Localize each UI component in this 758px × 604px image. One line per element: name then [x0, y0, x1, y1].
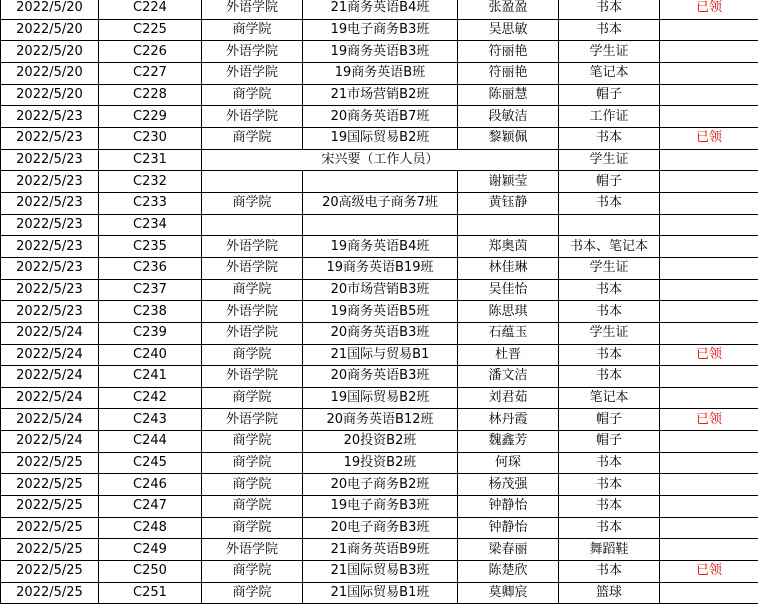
cell-class: 20电子商务B2班	[303, 474, 458, 496]
cell-item: 书本	[559, 19, 660, 41]
cell-college: 外语学院	[202, 409, 303, 431]
cell-name: 莫卿宸	[458, 582, 559, 604]
cell-status	[660, 474, 758, 496]
cell-item: 书本	[559, 561, 660, 583]
cell-status	[660, 236, 758, 258]
table-row	[1, 431, 758, 453]
cell-class: 20商务英语B12班	[303, 409, 458, 431]
table-row	[1, 106, 758, 128]
cell-code: C228	[99, 84, 202, 106]
cell-item: 笔记本	[559, 387, 660, 409]
table-row	[1, 279, 758, 301]
table-row	[1, 236, 758, 258]
cell-college: 外语学院	[202, 257, 303, 279]
cell-code: C229	[99, 106, 202, 128]
cell-college: 外语学院	[202, 41, 303, 63]
cell-college: 商学院	[202, 344, 303, 366]
cell-item: 书本	[559, 344, 660, 366]
cell-date: 2022/5/20	[1, 19, 99, 41]
cell-college: 商学院	[202, 517, 303, 539]
cell-date: 2022/5/23	[1, 301, 99, 323]
cell-code: C225	[99, 19, 202, 41]
cell-date: 2022/5/23	[1, 171, 99, 193]
cell-status	[660, 366, 758, 388]
cell-item: 书本	[559, 517, 660, 539]
cell-item: 帽子	[559, 84, 660, 106]
cell-class: 20商务英语B3班	[303, 366, 458, 388]
table-body	[1, 0, 758, 604]
cell-item: 书本	[559, 192, 660, 214]
cell-status	[660, 192, 758, 214]
cell-date: 2022/5/24	[1, 409, 99, 431]
cell-name: 符丽艳	[458, 62, 559, 84]
cell-class: 19国际贸易B2班	[303, 127, 458, 149]
cell-code: C241	[99, 366, 202, 388]
table-row	[1, 582, 758, 604]
cell-status: 已领	[660, 344, 758, 366]
cell-class: 21国际贸易B1班	[303, 582, 458, 604]
cell-college	[202, 171, 303, 193]
cell-item: 书本	[559, 301, 660, 323]
cell-item: 舞蹈鞋	[559, 539, 660, 561]
cell-code: C251	[99, 582, 202, 604]
cell-class: 21国际贸易B3班	[303, 561, 458, 583]
cell-date: 2022/5/24	[1, 387, 99, 409]
cell-code: C230	[99, 127, 202, 149]
cell-name: 郑奥茵	[458, 236, 559, 258]
cell-code: C224	[99, 0, 202, 19]
cell-name: 吴佳怡	[458, 279, 559, 301]
cell-date: 2022/5/25	[1, 582, 99, 604]
cell-status	[660, 301, 758, 323]
cell-name: 梁春丽	[458, 539, 559, 561]
cell-item: 工作证	[559, 106, 660, 128]
cell-class: 20商务英语B7班	[303, 106, 458, 128]
cell-item: 书本	[559, 366, 660, 388]
cell-name: 谢颖莹	[458, 171, 559, 193]
table-row	[1, 257, 758, 279]
cell-college: 商学院	[202, 387, 303, 409]
cell-status: 已领	[660, 0, 758, 19]
table-row	[1, 366, 758, 388]
cell-item: 书本	[559, 452, 660, 474]
cell-date: 2022/5/23	[1, 279, 99, 301]
cell-date: 2022/5/20	[1, 84, 99, 106]
cell-class: 19商务英语B4班	[303, 236, 458, 258]
cell-code: C247	[99, 496, 202, 518]
cell-status	[660, 106, 758, 128]
cell-college: 外语学院	[202, 236, 303, 258]
cell-status	[660, 19, 758, 41]
cell-code: C239	[99, 322, 202, 344]
cell-code: C246	[99, 474, 202, 496]
cell-class: 20投资B2班	[303, 431, 458, 453]
cell-code: C231	[99, 149, 202, 171]
cell-code: C245	[99, 452, 202, 474]
cell-date: 2022/5/24	[1, 322, 99, 344]
cell-class: 19商务英语B3班	[303, 41, 458, 63]
cell-name: 石蕴玉	[458, 322, 559, 344]
cell-name: 杨茂强	[458, 474, 559, 496]
cell-code: C250	[99, 561, 202, 583]
cell-code: C233	[99, 192, 202, 214]
cell-college: 商学院	[202, 192, 303, 214]
cell-name: 陈思琪	[458, 301, 559, 323]
cell-date: 2022/5/20	[1, 62, 99, 84]
cell-code: C244	[99, 431, 202, 453]
cell-code: C238	[99, 301, 202, 323]
cell-item: 帽子	[559, 409, 660, 431]
cell-name: 黄钰静	[458, 192, 559, 214]
cell-college: 外语学院	[202, 322, 303, 344]
table-row	[1, 62, 758, 84]
cell-status	[660, 322, 758, 344]
table-row	[1, 344, 758, 366]
cell-status	[660, 62, 758, 84]
cell-code: C243	[99, 409, 202, 431]
cell-class: 20高级电子商务7班	[303, 192, 458, 214]
cell-class: 21商务英语B9班	[303, 539, 458, 561]
cell-date: 2022/5/25	[1, 561, 99, 583]
cell-college: 商学院	[202, 496, 303, 518]
table-row	[1, 127, 758, 149]
cell-item: 学生证	[559, 322, 660, 344]
table-row	[1, 214, 758, 236]
cell-status	[660, 41, 758, 63]
table-row	[1, 84, 758, 106]
cell-merged-name: 宋兴要（工作人员）	[202, 149, 559, 171]
cell-name: 魏鑫芳	[458, 431, 559, 453]
table-row	[1, 517, 758, 539]
cell-college: 商学院	[202, 84, 303, 106]
cell-status	[660, 582, 758, 604]
cell-item: 书本、笔记本	[559, 236, 660, 258]
cell-class: 20电子商务B3班	[303, 517, 458, 539]
cell-item: 书本	[559, 127, 660, 149]
cell-status	[660, 539, 758, 561]
table-row	[1, 171, 758, 193]
cell-name: 林佳琳	[458, 257, 559, 279]
cell-code: C227	[99, 62, 202, 84]
cell-class: 19电子商务B3班	[303, 19, 458, 41]
cell-status	[660, 257, 758, 279]
cell-college: 外语学院	[202, 301, 303, 323]
cell-college: 商学院	[202, 279, 303, 301]
table-row	[1, 409, 758, 431]
cell-item	[559, 214, 660, 236]
cell-code: C237	[99, 279, 202, 301]
cell-item: 书本	[559, 279, 660, 301]
cell-class: 19国际贸易B2班	[303, 387, 458, 409]
cell-status	[660, 387, 758, 409]
cell-college: 商学院	[202, 431, 303, 453]
cell-class: 20市场营销B3班	[303, 279, 458, 301]
cell-name: 杜晋	[458, 344, 559, 366]
cell-item: 篮球	[559, 582, 660, 604]
cell-college: 外语学院	[202, 106, 303, 128]
cell-class	[303, 171, 458, 193]
cell-date: 2022/5/20	[1, 0, 99, 19]
cell-name: 陈楚欣	[458, 561, 559, 583]
cell-date: 2022/5/23	[1, 127, 99, 149]
cell-code: C248	[99, 517, 202, 539]
cell-college	[202, 214, 303, 236]
cell-status	[660, 149, 758, 171]
cell-date: 2022/5/25	[1, 474, 99, 496]
cell-name: 钟静怡	[458, 496, 559, 518]
cell-item: 帽子	[559, 431, 660, 453]
cell-item: 学生证	[559, 41, 660, 63]
cell-name: 张盈盈	[458, 0, 559, 19]
cell-date: 2022/5/25	[1, 452, 99, 474]
cell-code: C240	[99, 344, 202, 366]
cell-college: 商学院	[202, 19, 303, 41]
cell-item: 学生证	[559, 149, 660, 171]
cell-item: 学生证	[559, 257, 660, 279]
cell-college: 外语学院	[202, 539, 303, 561]
cell-college: 商学院	[202, 474, 303, 496]
cell-status	[660, 431, 758, 453]
cell-name: 潘文洁	[458, 366, 559, 388]
cell-item: 笔记本	[559, 62, 660, 84]
cell-status	[660, 517, 758, 539]
cell-date: 2022/5/23	[1, 257, 99, 279]
table-row	[1, 19, 758, 41]
cell-code: C242	[99, 387, 202, 409]
cell-name: 黎颖佩	[458, 127, 559, 149]
table-row	[1, 474, 758, 496]
table-row	[1, 387, 758, 409]
table-row	[1, 149, 758, 171]
table-row	[1, 301, 758, 323]
cell-date: 2022/5/23	[1, 214, 99, 236]
cell-college: 商学院	[202, 561, 303, 583]
cell-code: C226	[99, 41, 202, 63]
cell-status	[660, 279, 758, 301]
cell-status: 已领	[660, 127, 758, 149]
cell-date: 2022/5/24	[1, 344, 99, 366]
table-row	[1, 0, 758, 19]
table-row	[1, 561, 758, 583]
table-row	[1, 496, 758, 518]
cell-code: C249	[99, 539, 202, 561]
cell-status	[660, 452, 758, 474]
cell-status: 已领	[660, 561, 758, 583]
cell-name: 林丹霞	[458, 409, 559, 431]
cell-class: 21市场营销B2班	[303, 84, 458, 106]
cell-status: 已领	[660, 409, 758, 431]
cell-name: 钟静怡	[458, 517, 559, 539]
cell-college: 商学院	[202, 582, 303, 604]
cell-date: 2022/5/25	[1, 517, 99, 539]
cell-name: 符丽艳	[458, 41, 559, 63]
cell-college: 商学院	[202, 127, 303, 149]
cell-status	[660, 84, 758, 106]
table-row	[1, 192, 758, 214]
cell-date: 2022/5/25	[1, 496, 99, 518]
cell-class	[303, 214, 458, 236]
cell-name: 吴思敏	[458, 19, 559, 41]
cell-name: 段敏洁	[458, 106, 559, 128]
cell-status	[660, 214, 758, 236]
cell-class: 19电子商务B3班	[303, 496, 458, 518]
cell-class: 21商务英语B4班	[303, 0, 458, 19]
cell-date: 2022/5/23	[1, 149, 99, 171]
cell-code: C235	[99, 236, 202, 258]
cell-date: 2022/5/20	[1, 41, 99, 63]
cell-college: 商学院	[202, 452, 303, 474]
cell-item: 书本	[559, 474, 660, 496]
cell-name	[458, 214, 559, 236]
cell-item: 书本	[559, 496, 660, 518]
table-row	[1, 452, 758, 474]
table-row	[1, 539, 758, 561]
cell-code: C232	[99, 171, 202, 193]
cell-date: 2022/5/23	[1, 106, 99, 128]
cell-code: C234	[99, 214, 202, 236]
cell-status	[660, 171, 758, 193]
cell-class: 21国际与贸易B1	[303, 344, 458, 366]
cell-date: 2022/5/24	[1, 366, 99, 388]
cell-class: 19投资B2班	[303, 452, 458, 474]
cell-date: 2022/5/25	[1, 539, 99, 561]
cell-name: 刘君茹	[458, 387, 559, 409]
cell-date: 2022/5/24	[1, 431, 99, 453]
table-row	[1, 41, 758, 63]
table-row	[1, 322, 758, 344]
cell-class: 20商务英语B3班	[303, 322, 458, 344]
cell-college: 外语学院	[202, 62, 303, 84]
cell-class: 19商务英语B班	[303, 62, 458, 84]
cell-item: 帽子	[559, 171, 660, 193]
cell-class: 19商务英语B5班	[303, 301, 458, 323]
cell-status	[660, 496, 758, 518]
cell-class: 19商务英语B19班	[303, 257, 458, 279]
cell-item: 书本	[559, 0, 660, 19]
cell-name: 陈丽慧	[458, 84, 559, 106]
cell-name: 何琛	[458, 452, 559, 474]
cell-date: 2022/5/23	[1, 192, 99, 214]
cell-college: 外语学院	[202, 366, 303, 388]
cell-college: 外语学院	[202, 0, 303, 19]
cell-code: C236	[99, 257, 202, 279]
cell-date: 2022/5/23	[1, 236, 99, 258]
